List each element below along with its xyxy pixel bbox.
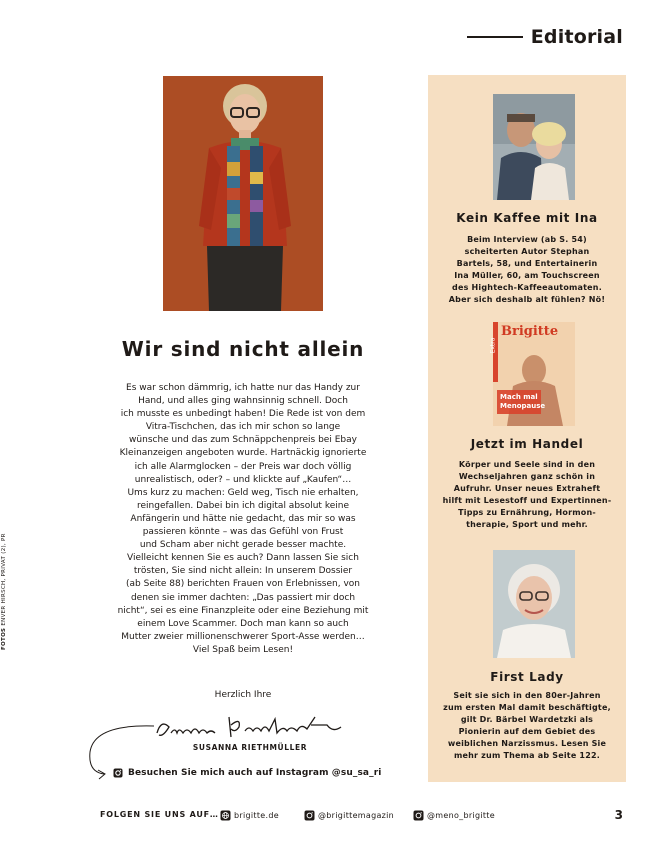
sidebar-item-text (441, 459, 613, 531)
photo-credit-label: FOTOS (1, 627, 7, 650)
editorial-body (84, 382, 402, 657)
body-line: denen sie immer dachten: „Das passiert mir doch (130, 592, 356, 603)
body-line: Ums kurz zu machen: Geld weg, Tisch nie erhalten, (127, 487, 359, 498)
sidebar-text-line: mehr zum Thema ab Seite 122. (454, 751, 600, 760)
body-line: Mutter zweier millionenschwerer Sport-Asse werden… (121, 631, 365, 642)
sidebar-text-line: therapie, Sport und mehr. (466, 520, 588, 529)
interview-duo-photo (493, 94, 575, 200)
sidebar-text-line: gilt Dr. Bärbel Wardetzki als (460, 715, 594, 724)
magazine-edition: Extra (489, 337, 497, 354)
instagram-brigitte-text: @brigittemagazin (318, 811, 395, 820)
magazine-cover-line-1: Mach mal (500, 393, 538, 401)
sidebar-text-line: Beim Interview (ab S. 54) (467, 235, 587, 244)
page-number: 3 (614, 808, 623, 822)
sidebar-text-line: scheiterten Autor Stephan (464, 247, 590, 256)
instagram-icon (113, 768, 123, 778)
header-rule (467, 36, 523, 38)
sidebar-item-text (441, 234, 613, 306)
body-line: wünsche und das zum Schnäppchenpreis bei Ebay (129, 435, 357, 446)
first-lady-photo (493, 550, 575, 658)
sidebar-text-line: Aber sich deshalb alt fühlen? Nö! (448, 295, 606, 304)
body-line: Viel Spaß beim Lesen! (192, 644, 294, 655)
sidebar-text-line: des Hightech-Kaffeeautomaten. (452, 283, 602, 292)
body-line: einem Love Scammer. Doch man kann so auch (137, 618, 349, 629)
editor-portrait-photo (163, 76, 323, 311)
magazine-brand: Brigitte (501, 324, 559, 339)
sidebar-text-line: Wechseljahren ganz schön in (458, 472, 596, 481)
sidebar-item-text (441, 690, 613, 762)
sidebar-item-title: Kein Kaffee mit Ina (456, 211, 598, 225)
body-line: (ab Seite 88) berichten Frauen von Erlebnissen, von (126, 579, 360, 590)
body-line: ich musste es unbedingt haben! Die Rede ist von dem (120, 409, 366, 420)
sidebar-text-line: Körper und Seele sind in den (458, 460, 596, 469)
sidebar-text-line: weiblichen Narzissmus. Lesen Sie (447, 739, 607, 748)
instagram-meno-text: @meno_brigitte (427, 811, 495, 820)
sidebar-item-title: First Lady (490, 670, 564, 684)
sidebar-text-line: Pionierin auf dem Gebiet des (458, 727, 596, 736)
closing-regards: Herzlich Ihre (214, 690, 272, 700)
sidebar-text-line: zum ersten Mal damit beschäftigte, (443, 703, 611, 712)
body-line: reingefallen. Dabei bin ich digital absolut keine (136, 500, 349, 511)
instagram-brigitte-link[interactable] (304, 810, 394, 821)
section-title: Editorial (530, 26, 623, 48)
globe-icon (220, 810, 231, 821)
body-line: Vielleicht kennen Sie es auch? Dann lassen Sie sich (127, 553, 359, 564)
body-line: nicht“, sei es eine Finanzpleite oder eine Beziehung mit (117, 605, 369, 616)
body-line: Hand, und alles ging wahnsinnig schnell. Doch (138, 396, 348, 407)
sidebar-text-line: Aufruhr. Unser neues Extraheft (453, 484, 601, 493)
sidebar-text-line: Ina Müller, 60, am Touchscreen (454, 271, 600, 280)
body-line: unrealistisch, oder? – und klickte auf „Kaufen“… (134, 474, 352, 485)
body-line: Kleinanzeigen angeboten wurde. Hartnäckig ignorierte (119, 448, 367, 459)
sidebar-text-line: Seit sie sich in den 80er-Jahren (453, 691, 601, 700)
sidebar-text-line: hilft mit Lesestoff und Expertinnen- (442, 496, 612, 505)
editorial-headline: Wir sind nicht allein (121, 337, 365, 361)
signature-name: SUSANNA RIETHMÜLLER (192, 743, 308, 752)
body-line: Es war schon dämmrig, ich hatte nur das Handy zur (126, 383, 360, 393)
magazine-cover-image (489, 322, 575, 426)
sidebar-item-title: Jetzt im Handel (470, 437, 584, 451)
signature-image (151, 711, 351, 747)
website-text: brigitte.de (234, 811, 279, 820)
photo-credit-text: ENVER HIRSCH, PRIVAT (2), PR (1, 533, 7, 626)
follow-us-label: FOLGEN SIE UNS AUF… (100, 810, 219, 819)
sidebar-text-line: Tipps zu Ernährung, Hormon- (458, 508, 596, 517)
instagram-link[interactable] (113, 768, 381, 778)
page-footer (0, 810, 666, 826)
magazine-cover-line-2: Menopause (500, 402, 546, 410)
body-line: passieren könnte – was das Gefühl von Frust (142, 527, 344, 538)
instagram-icon (413, 810, 424, 821)
body-line: und Scham aber nicht gerade besser machte. (139, 540, 347, 551)
website-link[interactable] (220, 810, 279, 821)
sidebar-text-line: Bartels, 58, und Entertainerin (456, 259, 598, 268)
body-line: trösten, Sie sind nicht allein: In unserem Dossier (133, 566, 353, 577)
instagram-meno-link[interactable] (413, 810, 495, 821)
instagram-prompt-text: Besuchen Sie mich auch auf Instagram @su_sa_ri (128, 768, 382, 778)
body-line: Anfängerin und hätte nie gedacht, das mir so was (130, 513, 356, 524)
instagram-icon (304, 810, 315, 821)
body-line: Vitra-Tischchen, das ich mir schon so lange (145, 422, 341, 433)
photo-credit (1, 500, 7, 650)
body-line: ich alle Alarmglocken – der Preis war doch völlig (134, 461, 352, 472)
section-header (467, 26, 623, 48)
